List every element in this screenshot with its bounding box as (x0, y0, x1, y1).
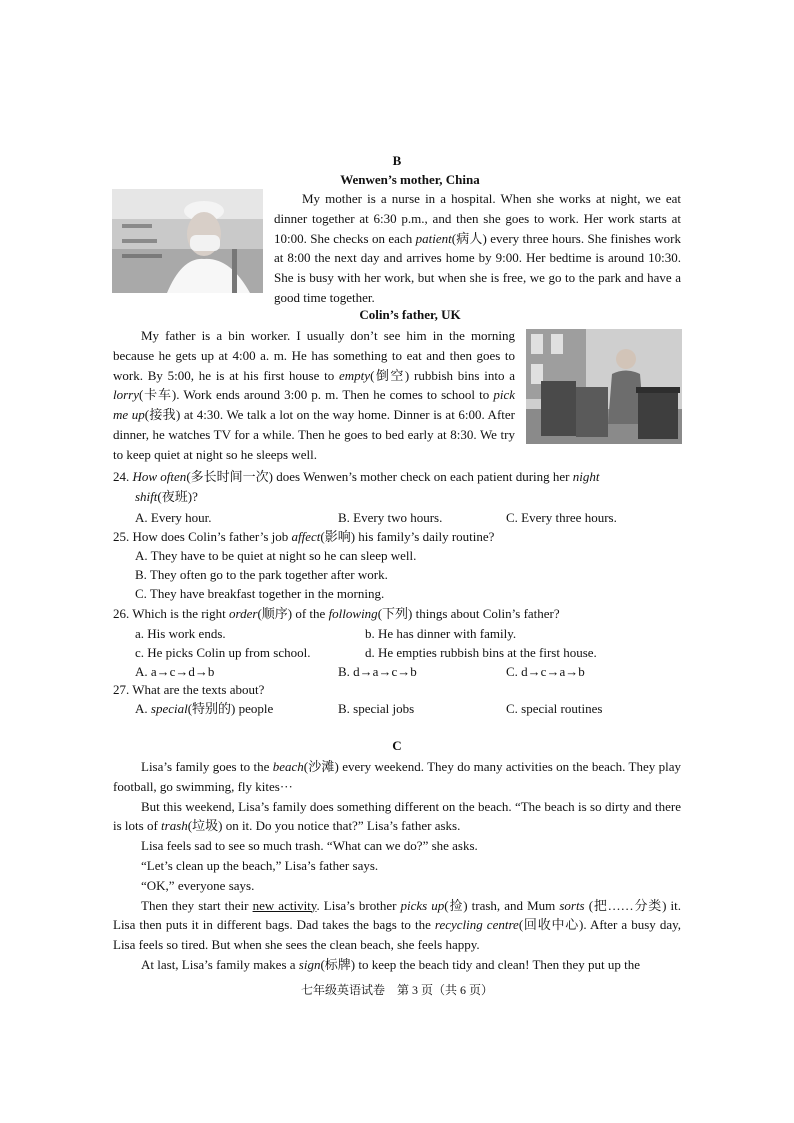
c-p1-c: (沙滩) every weekend. They do many activities on the beach. They play football, go swimming, fly kites··· (113, 759, 682, 794)
c-p6-h: (回收中心). After a busy day, Lisa feels so tired. But when she sees the clean beach, she feels happy. (113, 917, 681, 953)
question-25 (113, 527, 681, 547)
q26-option-a[interactable]: A. a→c→d→b (135, 664, 215, 679)
c-p6-a: Then they start their (141, 897, 253, 913)
q24-text-b: (多长时间一次) does Wenwen’s mother check on each patient during her (186, 469, 573, 484)
wenwen-paragraph (274, 189, 681, 308)
wenwen-title: Wenwen’s mother, China (340, 172, 480, 187)
wenwen-text-a: My mother is a nurse in a hospital. When she works at night, we eat dinner together at 6:30 p.m., and then she goes to work. Her work starts at 10:00. She checks on each (274, 191, 681, 246)
colin-text-c: (倒空) rubbish bins into a (370, 367, 515, 383)
c-p4: “Let’s clean up the beach,” Lisa’s father says. (141, 857, 379, 873)
question-26 (113, 604, 681, 624)
q24-option-a[interactable]: A. Every hour. (135, 510, 212, 525)
word-trash: trash (161, 818, 188, 834)
c-p6-b: . Lisa’s brother (316, 897, 401, 913)
c-p2-a: But this weekend, Lisa’s family does something different on the beach. “The beach is so dirty and there is lots of (113, 798, 681, 834)
c-p3: Lisa feels sad to see so much trash. “What can we do?” she asks. (141, 838, 478, 854)
section-b-letter: B (392, 153, 402, 168)
q27-a-post: (特别的) people (187, 701, 274, 716)
section-c-letter: C (392, 738, 402, 753)
q26-option-c[interactable]: C. d→c→a→b (506, 664, 585, 679)
q27-option-b[interactable]: B. special jobs (338, 701, 415, 716)
q26-option-b[interactable]: B. d→a→c→b (338, 664, 417, 679)
word-sign: sign (298, 956, 321, 972)
q26-text-a: 26. Which is the right (113, 606, 230, 621)
word-recycling-centre: recycling centre (434, 917, 519, 933)
q26-following: following (328, 606, 378, 621)
q25-text-c: (影响) his family’s daily routine? (320, 529, 495, 544)
q24-how-often: How often (132, 469, 187, 484)
q25-option-c[interactable]: C. They have breakfast together in the morning. (135, 586, 385, 601)
new-activity-underlined: new activity (252, 897, 317, 913)
q26-text-e: (下列) things about Colin’s father? (377, 606, 560, 621)
q24-number: 24. (113, 469, 130, 484)
word-picks-up: picks up (400, 897, 445, 913)
q26-item-c: c. He picks Colin up from school. (135, 645, 311, 660)
word-sorts: sorts (559, 897, 585, 913)
question-27: 27. What are the texts about? (113, 682, 265, 697)
q24-text-e: (夜班)? (157, 489, 198, 504)
section-c-text (113, 757, 681, 975)
word-empty: empty (339, 367, 371, 383)
q25-text-a: 25. How does Colin’s father’s job (113, 529, 292, 544)
colin-title: Colin’s father, UK (359, 307, 461, 322)
nurse-image-icon (112, 189, 263, 293)
q24-option-b[interactable]: B. Every two hours. (338, 510, 443, 525)
bin-worker-photo (526, 329, 682, 444)
word-beach: beach (272, 759, 304, 774)
q27-a-special: special (150, 701, 188, 716)
c-p1-a: Lisa’s family goes to the (141, 759, 273, 774)
nurse-photo (112, 189, 263, 293)
c-p5: “OK,” everyone says. (141, 877, 255, 893)
q26-item-d: d. He empties rubbish bins at the first house. (365, 645, 597, 660)
word-lorry: lorry (113, 387, 139, 403)
c-p7-a: At last, Lisa’s family makes a (141, 956, 299, 972)
c-p7-c: (标牌) to keep the beach tidy and clean! Then they put up the (320, 956, 641, 972)
colin-text-g: (接我) at 4:30. We talk a lot on the way home. Dinner is at 6:00. After dinner, he watches TV for a while. Then he goes to bed early at 8:30. We try to keep quiet at night so he sleeps well. (113, 407, 515, 462)
question-24-cont (135, 487, 681, 507)
q24-shift: shift (135, 489, 158, 504)
q25-option-b[interactable]: B. They often go to the park together after work. (135, 567, 388, 582)
q27-option-c[interactable]: C. special routines (506, 701, 603, 716)
bin-worker-image-icon (526, 329, 682, 444)
colin-text-a: My father is a bin worker. I usually don’t see him in the morning because he gets up at 4:00 a. m. He has something to eat and then goes to work. By 5:00, he is at his first house to (113, 328, 515, 383)
q24-night: night (572, 469, 600, 484)
c-p6-f: (把……分类) it. Lisa then puts it in different bags. Dad takes the bags to the (113, 897, 681, 933)
question-24 (113, 467, 681, 487)
q26-item-a: a. His work ends. (135, 626, 226, 641)
c-p2-c: (垃圾) on it. Do you notice that?” Lisa’s father asks. (187, 818, 461, 834)
c-p6-d: (捡) trash, and Mum (444, 897, 560, 913)
q25-affect: affect (291, 529, 321, 544)
q27-option-a[interactable] (135, 699, 273, 719)
q24-option-c[interactable]: C. Every three hours. (506, 510, 617, 525)
colin-paragraph (113, 326, 515, 465)
word-patient: patient (415, 230, 452, 246)
q26-text-c: (顺序) of the (257, 606, 329, 621)
q25-option-a[interactable]: A. They have to be quiet at night so he can sleep well. (135, 548, 417, 563)
wenwen-text-c: (病人) every three hours. She finishes work at 8:00 the next day and arrives home by 9:00. Her bedtime is around 10:30. She is busy with her work, but when she is free, we go to the park and have a good time together. (274, 230, 681, 305)
q26-item-b: b. He has dinner with family. (365, 626, 517, 641)
page-footer: 七年级英语试卷 第 3 页（共 6 页） (300, 983, 493, 997)
q27-a-pre: A. (135, 701, 151, 716)
word-pick-me-up: pick me up (113, 387, 515, 423)
colin-text-e: (卡车). Work ends around 3:00 p. m. Then he comes to school to (139, 387, 494, 403)
q26-order: order (229, 606, 258, 621)
